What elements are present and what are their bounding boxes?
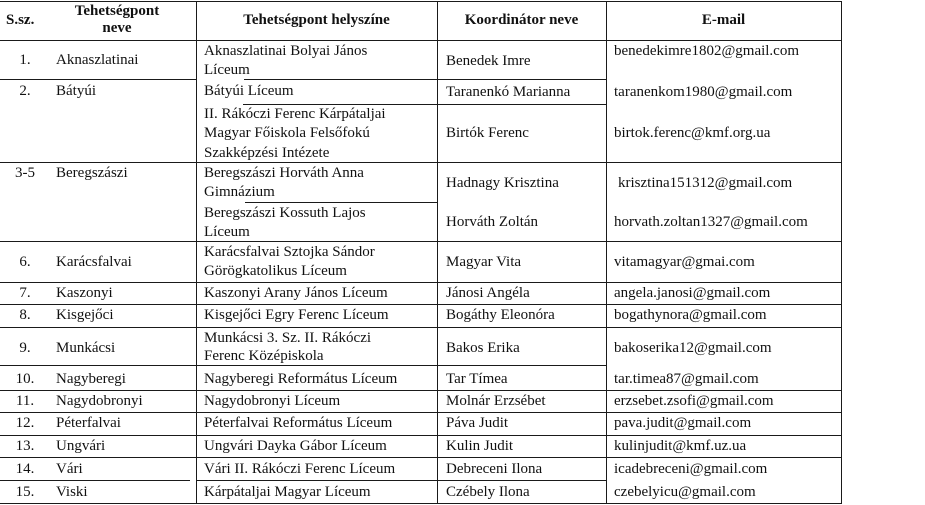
row-coordinator: Benedek Imre [446,53,531,69]
row-location-line: Aknaszlatinai Bolyai János [204,43,368,59]
row-divider [0,457,842,458]
row-email[interactable]: benedekimre1802@gmail.com [614,43,800,59]
row-location-line: Szakképzési Intézete [204,145,330,161]
row-location-line: Kárpátaljai Magyar Líceum [204,484,371,500]
row-name: Péterfalvai [56,415,121,431]
row-name: Nagydobronyi [56,393,143,409]
row-divider [0,241,842,242]
row-location-line: Görögkatolikus Líceum [204,263,347,279]
row-divider [0,327,842,328]
table-border-top [0,1,842,2]
row-num: 2. [19,83,31,99]
row-coordinator: Bakos Erika [446,340,520,356]
row-coordinator: Taranenkó Marianna [446,84,571,100]
row-email[interactable]: vitamagyar@gmai.com [614,254,755,270]
row-num: 10. [15,371,35,387]
row-location-line: Vári II. Rákóczi Ferenc Líceum [204,461,396,477]
row-num: 9. [19,340,31,356]
header-name-line1: Tehetségpont [74,3,160,19]
row-location-line: Bátyúi Líceum [204,83,294,99]
column-divider [606,1,607,504]
row-email[interactable]: tar.timea87@gmail.com [614,371,759,387]
row-num: 15. [15,484,35,500]
row-location-line: Karácsfalvai Sztojka Sándor [204,244,375,260]
row-email[interactable]: angela.janosi@gmail.com [614,285,771,301]
row-name: Ungvári [56,438,106,454]
row-coordinator: Horváth Zoltán [446,214,539,230]
row-location-line: Péterfalvai Református Líceum [204,415,393,431]
row-coordinator: Kulin Judit [446,438,514,454]
row-coordinator: Bogáthy Eleonóra [446,307,555,323]
row-location-line: Beregszászi Kossuth Lajos [204,205,366,221]
row-divider [0,79,196,80]
row-name: Nagyberegi [56,371,126,387]
row-coordinator: Czébely Ilona [446,484,530,500]
row-coordinator: Tar Tímea [446,371,508,387]
row-num: 1. [19,52,31,68]
row-name: Kaszonyi [56,285,113,301]
row-location-line: Gimnázium [204,184,275,200]
row-email[interactable]: pava.judit@gmail.com [614,415,752,431]
row-name: Karácsfalvai [56,254,132,270]
row-location-line: Magyar Főiskola Felsőfokú [204,125,370,141]
row-name: Bátyúi [56,83,96,99]
row-num: 3-5 [15,165,35,181]
row-name: Aknaszlatinai [56,52,139,68]
row-coordinator: Birtók Ferenc [446,125,529,141]
row-location-line: Ungvári Dayka Gábor Líceum [204,438,387,454]
row-name: Kisgejőci [56,307,114,323]
row-email[interactable]: kulinjudit@kmf.uz.ua [614,438,747,454]
row-email[interactable]: taranenkom1980@gmail.com [614,84,793,100]
row-coordinator: Molnár Erzsébet [446,393,546,409]
row-location-line: Líceum [204,224,250,240]
row-location-line: Nagydobronyi Líceum [204,393,341,409]
row-name: Beregszászi [56,165,128,181]
row-num: 12. [15,415,35,431]
header-num: S.sz. [6,12,35,28]
row-divider [244,79,606,80]
row-divider [196,480,606,481]
column-divider [437,1,438,504]
row-coordinator: Jánosi Angéla [446,285,530,301]
row-email[interactable]: bakoserika12@gmail.com [614,340,772,356]
row-location-line: Kaszonyi Arany János Líceum [204,285,388,301]
row-num: 13. [15,438,35,454]
table-border-bottom [0,503,842,504]
row-email[interactable]: birtok.ferenc@kmf.org.ua [614,125,771,141]
row-location-line: Ferenc Középiskola [204,348,324,364]
row-divider [0,480,190,481]
table-border-right [841,1,842,504]
row-email[interactable]: horvath.zoltan1327@gmail.com [614,214,808,230]
column-divider [196,1,197,504]
row-location-line: Munkácsi 3. Sz. II. Rákóczi [204,330,372,346]
row-email[interactable]: erzsebet.zsofi@gmail.com [614,393,774,409]
row-coordinator: Magyar Vita [446,254,522,270]
row-num: 8. [19,307,31,323]
row-email[interactable]: icadebreceni@gmail.com [614,461,768,477]
header-name-line2: neve [102,20,132,36]
row-num: 14. [15,461,35,477]
row-coordinator: Páva Judit [446,415,509,431]
row-name: Vári [56,461,83,477]
row-email[interactable]: czebelyicu@gmail.com [614,484,756,500]
row-num: 11. [15,393,35,409]
header-email: E-mail [701,12,746,28]
row-location-line: Kisgejőci Egry Ferenc Líceum [204,307,389,323]
row-email[interactable]: bogathynora@gmail.com [614,307,767,323]
row-name: Munkácsi [56,340,116,356]
row-num: 7. [19,285,31,301]
row-location-line: Beregszászi Horváth Anna [204,165,364,181]
row-coordinator: Debreceni Ilona [446,461,543,477]
row-num: 6. [19,254,31,270]
header-location: Tehetségpont helyszíne [243,12,390,28]
row-location-line: Líceum [204,62,250,78]
row-location-line: II. Rákóczi Ferenc Kárpátaljai [204,106,386,122]
row-coordinator: Hadnagy Krisztina [446,175,559,191]
row-name: Viski [56,484,88,500]
row-location-line: Nagyberegi Református Líceum [204,371,398,387]
row-email[interactable]: krisztina151312@gmail.com [618,175,793,191]
header-coordinator: Koordinátor neve [464,12,579,28]
